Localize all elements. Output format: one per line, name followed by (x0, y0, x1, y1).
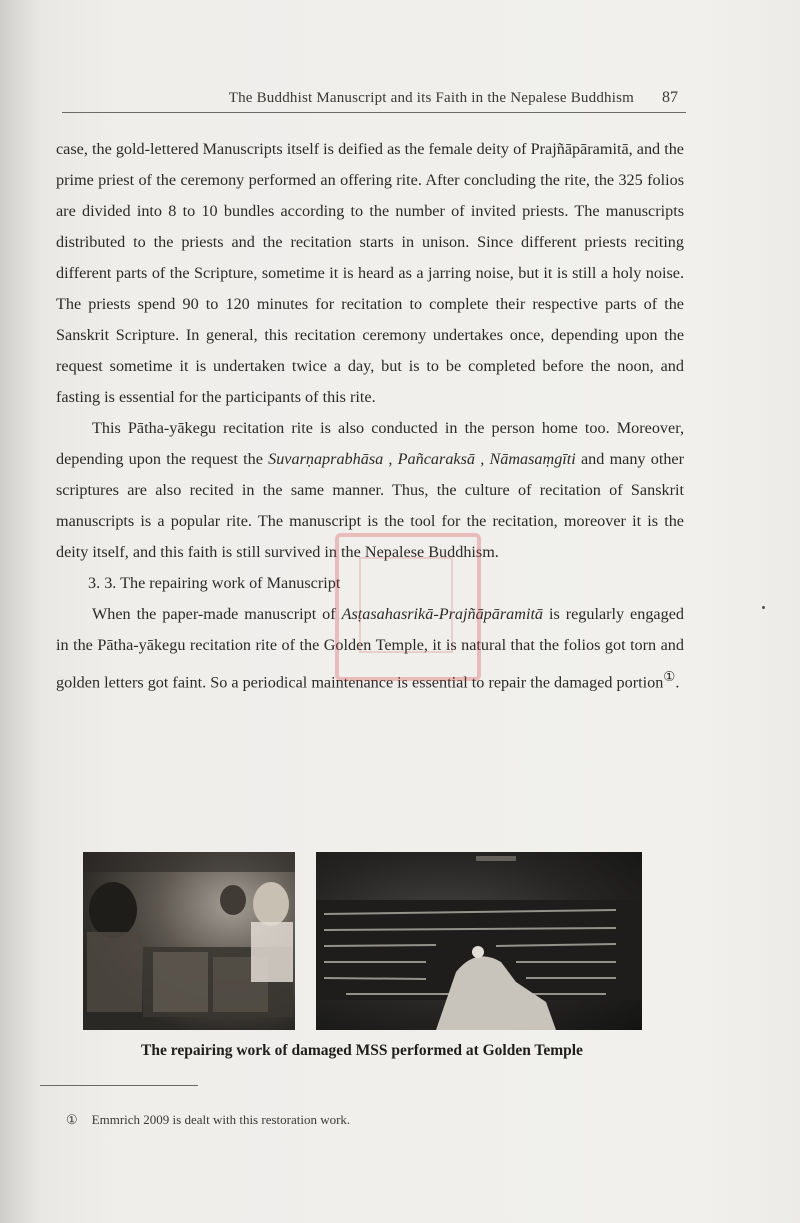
paragraph-3-rest: is regularly engaged in the Pātha-yākegu recitation rite of the Golden Temple, it is natural that the folios got torn and golden letters got faint. So a periodical maintenance is essential to repair the damaged portion (56, 605, 684, 692)
body-text (56, 134, 684, 698)
running-title: The Buddhist Manuscript and its Faith in the Nepalese Buddhism (228, 90, 634, 106)
paragraph-3 (56, 599, 684, 698)
footnote-text: Emmrich 2009 is dealt with this restoration work. (91, 1112, 351, 1127)
paragraph-1: case, the gold-lettered Manuscripts itself is deified as the female deity of Prajñāpāramitā, and the prime priest of the ceremony performed an offering rite. After concluding the rite, the 325 folios are divided into 8 to 10 bundles according to the number of invited priests. The manuscripts distributed to the priests and the recitation starts in unison. Since different priests reciting different parts of the Scripture, sometime it is heard as a jarring noise, but it is still a holy noise. The priests spend 90 to 120 minutes for recitation to complete their respective parts of the Sanskrit Scripture. In general, this recitation ceremony undertakes once, depending upon the request sometime it is undertaken twice a day, but is to be completed before the noon, and fasting is essential for the participants of this rite. (56, 140, 684, 406)
paragraph-2 (56, 413, 684, 568)
paragraph-2-lead: This Pātha-yākegu recitation rite is also conducted in the person home too. Moreover, depending upon the request the (56, 419, 684, 468)
footnote-divider (40, 1085, 198, 1086)
footnote-marker: ① (66, 1112, 78, 1127)
paragraph-2-rest: and many other scriptures are also recited in the same manner. Thus, the culture of recitation of Sanskrit manuscripts is a popular rite. The manuscript is the tool for the recitation, moreover it is the deity itself, and this faith is still survived in the Nepalese Buddhism. (56, 450, 684, 561)
paragraph-3-end: . (675, 673, 680, 692)
page-speck (762, 606, 765, 609)
paragraph-3-lead: When the paper-made manuscript of (92, 605, 342, 623)
photo-manuscript-closeup (316, 852, 642, 1030)
section-heading: 3. 3. The repairing work of Manuscript (88, 574, 341, 592)
workers-illustration (83, 852, 295, 1030)
photo-repair-workers (83, 852, 295, 1030)
footnote-reference[interactable]: ① (663, 669, 676, 684)
manuscript-illustration (316, 852, 642, 1030)
running-header (62, 86, 686, 113)
page-number: 87 (662, 89, 678, 106)
manuscript-title: Asṭasahasrikā-Prajñāpāramitā (341, 605, 544, 623)
scripture-titles: Suvarṇaprabhāsa , Pañcaraksā , Nāmasaṃgīti (268, 450, 576, 468)
footnote (66, 1112, 350, 1128)
figure-caption: The repairing work of damaged MSS performed at Golden Temple (141, 1042, 583, 1059)
